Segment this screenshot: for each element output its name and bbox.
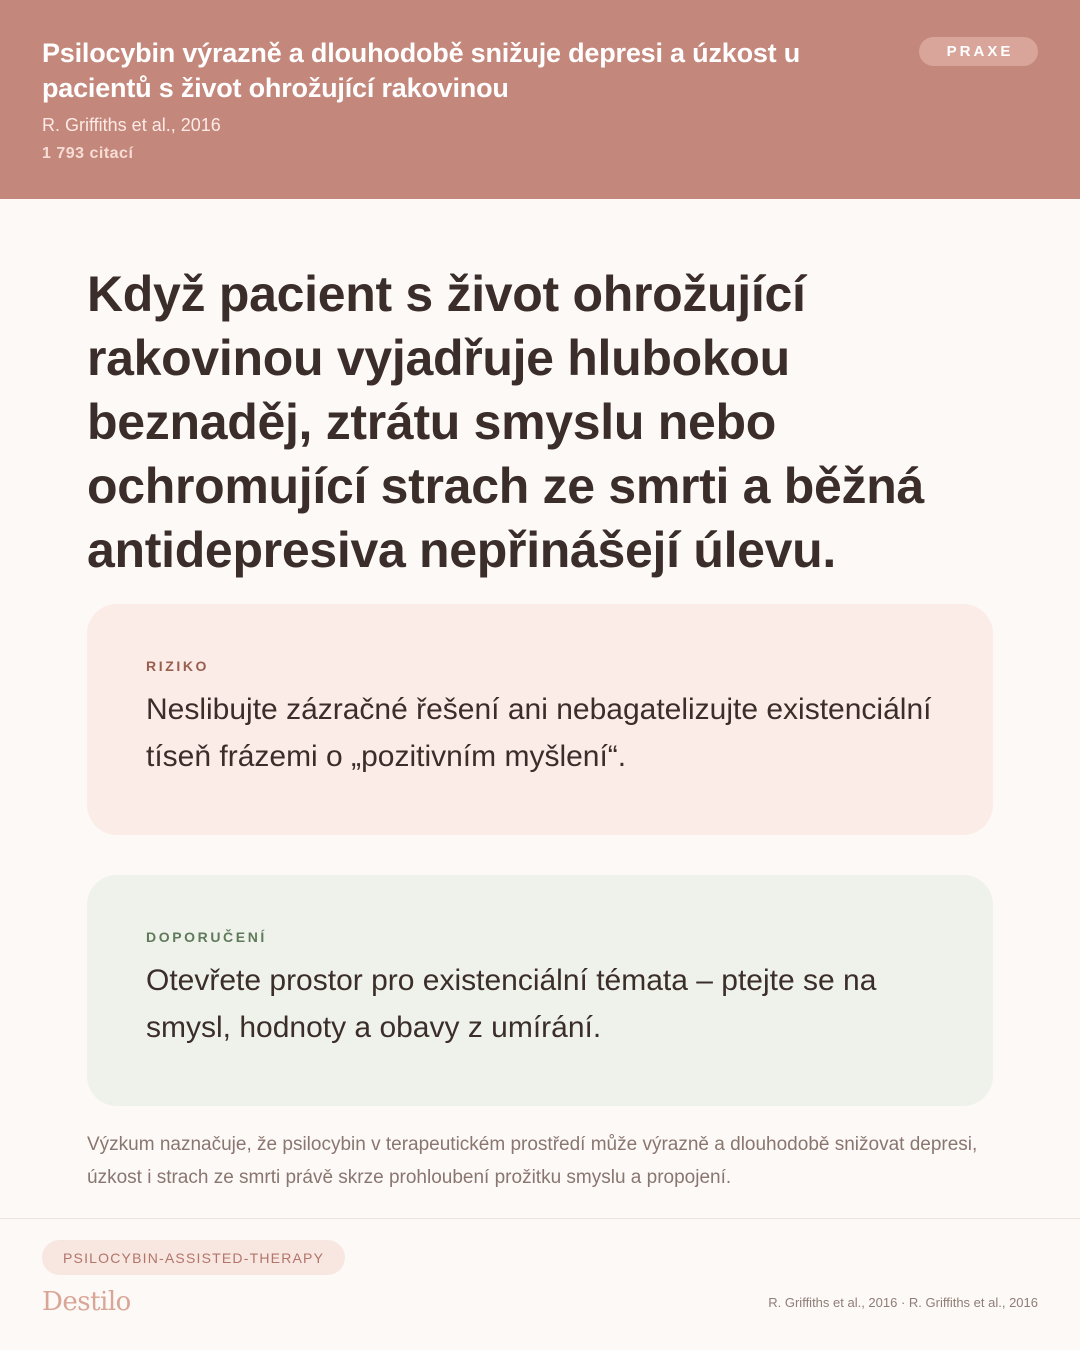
recommendation-card — [87, 875, 993, 1106]
article-title: Psilocybin výrazně a dlouhodobě snižuje depresi a úzkost u pacientů s život ohrožující rakovinou — [42, 38, 801, 103]
category-badge: PRAXE — [919, 37, 1038, 66]
brand-logo: Destilo — [42, 1287, 131, 1317]
recommendation-label: DOPORUČENÍ — [146, 929, 267, 945]
headline: Když pacient s život ohrožující rakovinou vyjadřuje hlubokou beznaděj, ztrátu smyslu nebo ochromující strach ze smrti a běžná antidepresiva nepřinášejí úlevu. — [87, 266, 924, 578]
recommendation-text: Otevřete prostor pro existenciální témata – ptejte se na smysl, hodnoty a obavy z umírání. — [146, 964, 877, 1044]
risk-label: RIZIKO — [146, 658, 210, 674]
risk-text: Neslibujte zázračné řešení ani nebagatelizujte existenciální tíseň frázemi o „pozitivním myšlení“. — [146, 693, 932, 773]
footer-divider — [0, 1218, 1080, 1219]
citation-count: 1 793 citací — [42, 145, 134, 162]
risk-card — [87, 604, 993, 835]
topic-tag[interactable]: PSILOCYBIN-ASSISTED-THERAPY — [42, 1240, 345, 1275]
header-banner — [0, 0, 1080, 199]
research-footnote: Výzkum naznačuje, že psilocybin v terapeutickém prostředí může výrazně a dlouhodobě snižovat depresi, úzkost i strach ze smrti právě skrze prohloubení prožitku smyslu a propojení. — [87, 1134, 978, 1188]
article-author: R. Griffiths et al., 2016 — [42, 115, 221, 135]
source-reference: R. Griffiths et al., 2016 · R. Griffiths et al., 2016 — [768, 1295, 1038, 1310]
